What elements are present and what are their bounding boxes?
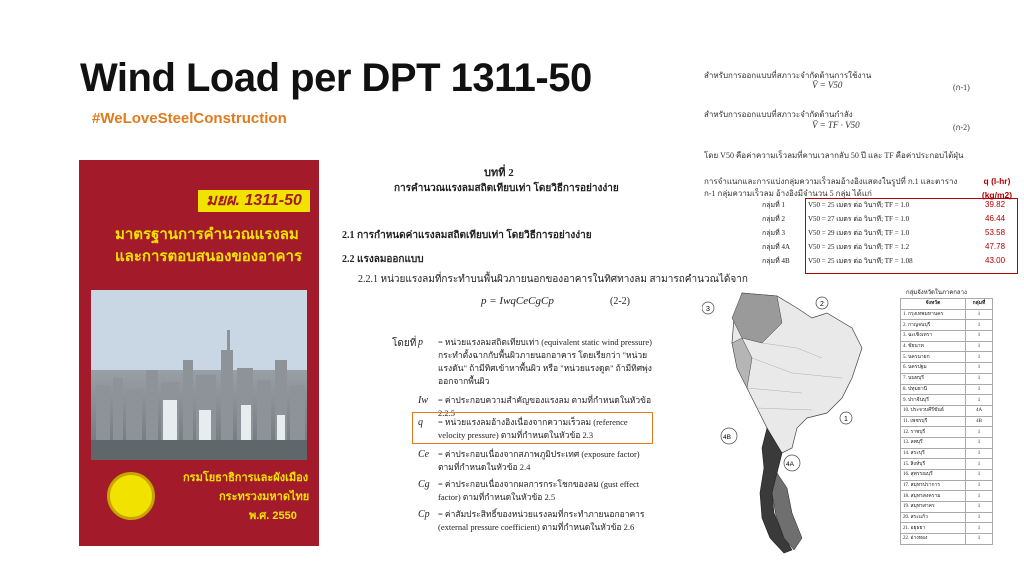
table-row: 5. นครนายก 1 — [901, 352, 993, 363]
table-row: 12. ราชบุรี 1 — [901, 427, 993, 438]
chapter-heading: บทที่ 2 — [484, 167, 514, 179]
map-label-2: 2 — [820, 301, 824, 308]
table-header-row: จังหวัด กลุ่มที่ — [901, 299, 993, 310]
strength-text: สำหรับการออกแบบที่สภาวะจำกัดด้านกำลัง — [704, 110, 853, 119]
wind-zone-map — [702, 288, 867, 558]
q-header: q (l-hr) (kg/m2) — [981, 176, 1013, 200]
q-value: 43.00 — [985, 256, 1006, 265]
city-photo — [91, 290, 307, 460]
section-2-2: 2.2 แรงลมออกแบบ — [342, 254, 424, 265]
q-definition-highlight — [412, 412, 653, 444]
table-row: 9. ปราจีนบุรี 1 — [901, 395, 993, 406]
section-2-1: 2.1 การกำหนดค่าแรงลมสถิตเทียบเท่า โดยวิธีการอย่างง่าย — [342, 230, 592, 241]
map-label-4b: 4B — [723, 434, 731, 441]
table-row: 13. ลพบุรี 1 — [901, 437, 993, 448]
q-value: 39.82 — [985, 200, 1006, 209]
hashtag: #WeLoveSteelConstruction — [92, 110, 287, 127]
cover-org-line1: กรมโยธาธิการและผังเมือง — [183, 472, 309, 484]
zone-intro: การจำแนกและการแบ่งกลุ่มความเร็วลมอ้างอิงแสดงในรูปที่ ก.1 และตาราง ก-1 กลุ่มความเร็วลม อ้างอิงมีจำนวน 5 กลุ่ม ได้แก่ — [704, 177, 958, 198]
table-row: 19. สมุทรสาคร 1 — [901, 502, 993, 513]
formula-a2: V̄ = TF · V50 — [812, 120, 860, 130]
table-row: 18. สมุทรสงคราม 1 — [901, 491, 993, 502]
map-label-1: 1 — [844, 416, 848, 423]
table-row: 6. นครปฐม 1 — [901, 363, 993, 374]
table-row: 20. สระแก้ว 1 — [901, 512, 993, 523]
table-row: 1. กรุงเทพมหานคร 1 — [901, 309, 993, 320]
pressure-formula: p = IwqCeCgCp — [481, 295, 554, 307]
q-value: 47.78 — [985, 242, 1006, 251]
where-label: โดยที่ — [392, 338, 417, 349]
standard-code: มยผ. 1311-50 — [198, 190, 310, 212]
table-row: 8. ปทุมธานี 1 — [901, 384, 993, 395]
page-title: Wind Load per DPT 1311-50 — [80, 56, 592, 100]
ministry-seal-icon — [107, 472, 155, 520]
map-label-4a: 4A — [786, 461, 794, 468]
table-row: 22. อ่างทอง 1 — [901, 534, 993, 545]
cover-year: พ.ศ. 2550 — [249, 510, 297, 522]
table-row: 16. สุพรรณบุรี 1 — [901, 470, 993, 481]
table-row: 11. เพชรบุรี 4B — [901, 416, 993, 427]
formula-a2-number: (ก-2) — [953, 123, 970, 132]
formula-a1: V̄ = V50 — [812, 80, 843, 90]
table-row: 15. สิงห์บุรี 1 — [901, 459, 993, 470]
cover-org-line2: กระทรวงมหาดไทย — [219, 491, 310, 503]
table-row: 10. ประจวบคีรีขันธ์ 4A — [901, 405, 993, 416]
table-row: 17. สมุทรปราการ 1 — [901, 480, 993, 491]
q-value: 53.58 — [985, 228, 1006, 237]
map-label-3: 3 — [706, 306, 710, 313]
table-row: 14. สระบุรี 1 — [901, 448, 993, 459]
serviceability-text: สำหรับการออกแบบที่สภาวะจำกัดด้านการใช้งาน — [704, 71, 872, 80]
cover-title-line1: มาตรฐานการคำนวณแรงลม — [115, 226, 299, 243]
section-2-2-1: 2.2.1 หน่วยแรงลมที่กระทำบนพื้นผิวภายนอกของอาคารในทิศทางลม สามารถคำนวณได้จาก — [358, 274, 748, 285]
table-row: 4. ชัยนาท 1 — [901, 341, 993, 352]
table-row: 21. อยุธยา 1 — [901, 523, 993, 534]
v50-note: โดย V50 คือค่าความเร็วลมที่คาบเวลากลับ 50 ปี และ TF คือค่าประกอบไต้ฝุ่น — [704, 151, 964, 160]
table-row: 2. กาญจนบุรี 1 — [901, 320, 993, 331]
formula-number: (2-2) — [610, 296, 630, 307]
q-value: 46.44 — [985, 214, 1006, 223]
province-table — [900, 298, 993, 545]
table-row: 3. ฉะเชิงเทรา 1 — [901, 331, 993, 342]
province-table-title: กลุ่มจังหวัดในภาคกลาง — [906, 290, 967, 296]
city-skyline-image — [91, 290, 307, 460]
formula-a1-number: (ก-1) — [953, 83, 970, 92]
cover-title-line2: และการตอบสนองของอาคาร — [115, 248, 303, 265]
table-row: 7. นนทบุรี 1 — [901, 373, 993, 384]
chapter-title: การคำนวณแรงลมสถิตเทียบเท่า โดยวิธีการอย่างง่าย — [394, 183, 619, 194]
book-cover — [79, 160, 319, 546]
